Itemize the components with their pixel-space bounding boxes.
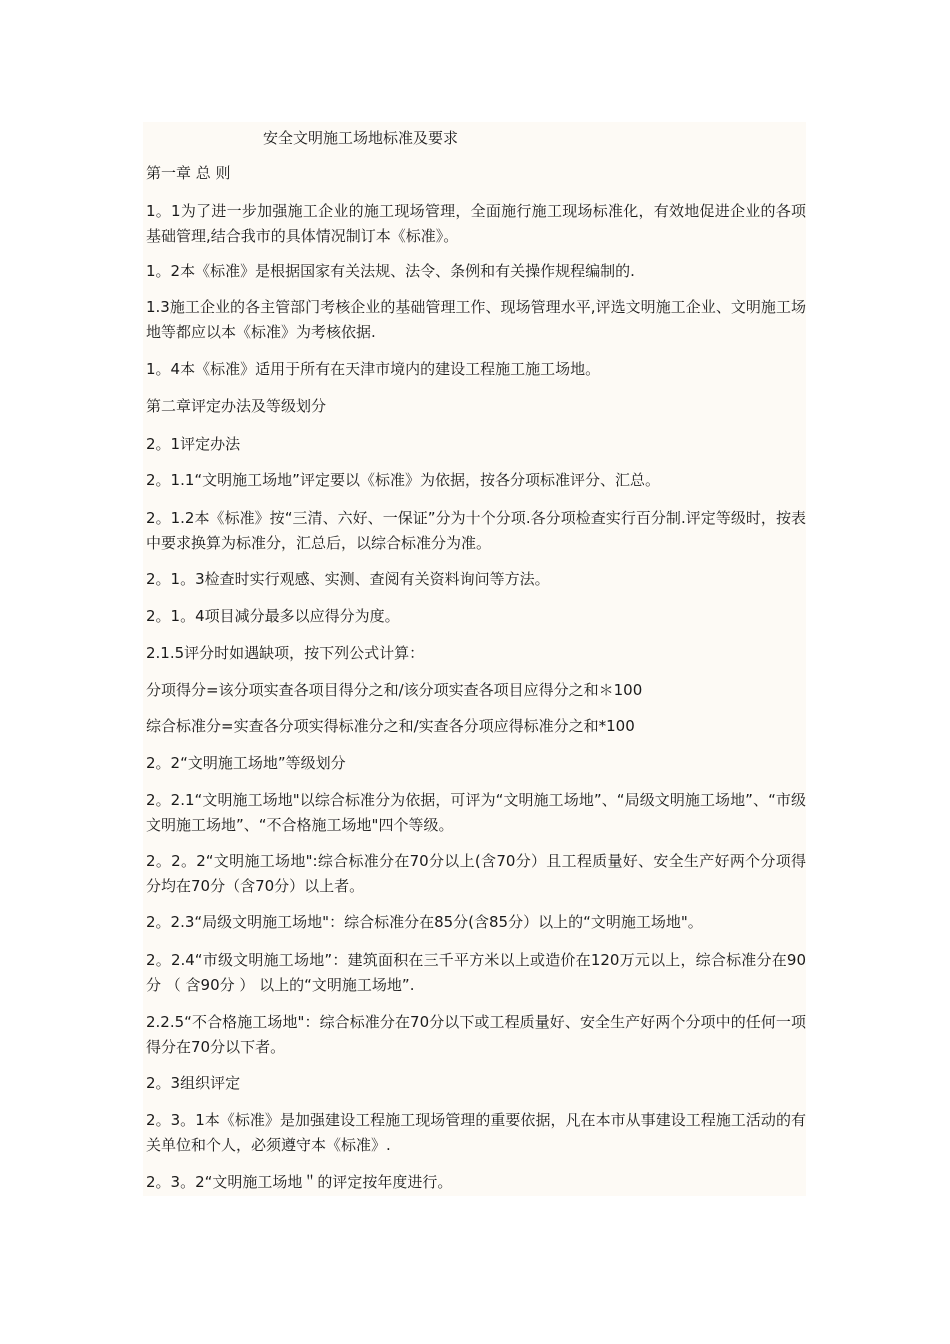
- paragraph: 2。2.1“文明施工场地"以综合标准分为依据，可评为“文明施工场地”、“局级文明施工场地”、“市级文明施工场地”、“不合格施工场地"四个等级。: [146, 791, 806, 834]
- paragraph: 2.2.5“不合格施工场地"：综合标准分在70分以下或工程质量好、安全生产好两个分项中的任何一项得分在70分以下者。: [146, 1013, 806, 1056]
- paragraph: 2。2。2“文明施工场地":综合标准分在70分以上(含70分）且工程质量好、安全生产好两个分项得分均在70分（含70分）以上者。: [146, 852, 806, 895]
- paragraph: 2。2.3“局级文明施工场地"：综合标准分在85分(含85分）以上的“文明施工场地"。: [146, 913, 703, 931]
- formula: 综合标准分=实查各分项实得标准分之和/实查各分项应得标准分之和*100: [146, 717, 635, 735]
- paragraph: 2。3。2“文明施工场地＂的评定按年度进行。: [146, 1173, 453, 1191]
- section-heading: 2。3组织评定: [146, 1074, 241, 1092]
- paragraph: 2。2.4“市级文明施工场地”：建筑面积在三千平方米以上或造价在120万元以上，综合标准分在90分 （ 含90分 ） 以上的“文明施工场地”.: [146, 951, 806, 994]
- chapter-heading: 第二章评定办法及等级划分: [146, 397, 327, 415]
- paragraph: 2。1。4项目减分最多以应得分为度。: [146, 607, 400, 625]
- formula: 分项得分=该分项实查各项目得分之和/该分项实查各项目应得分之和＊100: [146, 681, 643, 699]
- paragraph: 2。1。3检查时实行观感、实测、查阅有关资料询问等方法。: [146, 570, 550, 588]
- chapter-heading: 第一章 总 则: [146, 164, 231, 182]
- paragraph: 1。2本《标准》是根据国家有关法规、法令、条例和有关操作规程编制的.: [146, 262, 635, 280]
- section-heading: 2。1评定办法: [146, 435, 241, 453]
- paragraph: 2.1.5评分时如遇缺项，按下列公式计算：: [146, 644, 425, 662]
- paragraph: 1.3施工企业的各主管部门考核企业的基础管理工作、现场管理水平,评选文明施工企业、文明施工场地等都应以本《标准》为考核依据.: [146, 298, 806, 341]
- document-title: 安全文明施工场地标准及要求: [263, 129, 459, 147]
- paragraph: 2。1.2本《标准》按“三清、六好、一保证”分为十个分项.各分项检查实行百分制.评定等级时，按表中要求换算为标准分，汇总后，以综合标准分为准。: [146, 509, 806, 552]
- paragraph: 1。1为了进一步加强施工企业的施工现场管理，全面施行施工现场标准化，有效地促进企业的各项基础管理,结合我市的具体情况制订本《标准》。: [146, 202, 806, 245]
- paragraph: 2。3。1本《标准》是加强建设工程施工现场管理的重要依据，凡在本市从事建设工程施工活动的有关单位和个人，必须遵守本《标准》.: [146, 1111, 806, 1154]
- paragraph: 2。1.1“文明施工场地”评定要以《标准》为依据，按各分项标准评分、汇总。: [146, 471, 660, 489]
- paragraph: 1。4本《标准》适用于所有在天津市境内的建设工程施工施工场地。: [146, 360, 601, 378]
- section-heading: 2。2“文明施工场地”等级划分: [146, 754, 346, 772]
